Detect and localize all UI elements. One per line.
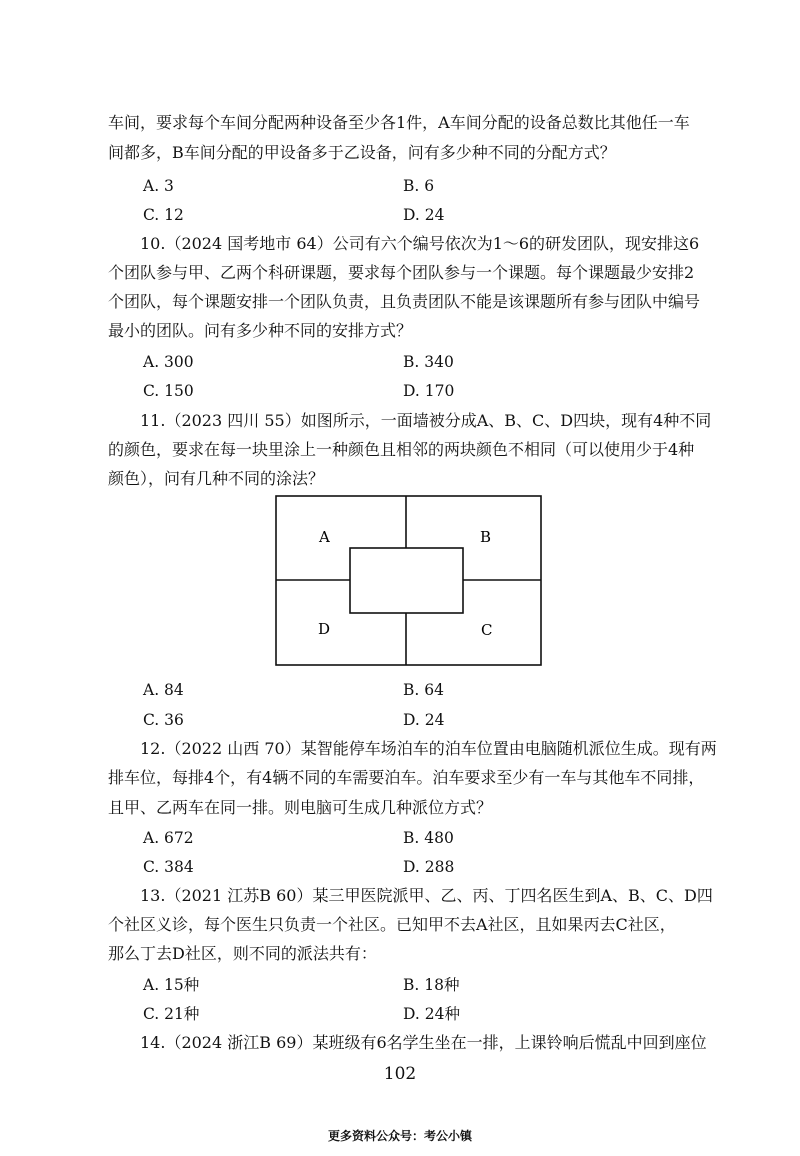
q12-option-d: D. 288 bbox=[403, 858, 455, 876]
q11-option-c: C. 36 bbox=[143, 711, 184, 729]
q13-line-2: 个社区义诊，每个医生只负责一个社区。已知甲不去A社区，且如果丙去C社区， bbox=[108, 915, 676, 934]
q11-line-2: 的颜色，要求在每一块里涂上一种颜色且相邻的两块颜色不相同（可以使用少于4种 bbox=[108, 440, 695, 459]
intro-option-a: A. 3 bbox=[143, 177, 174, 195]
region-label-b: B bbox=[480, 528, 492, 546]
q10-option-c: C. 150 bbox=[143, 382, 194, 400]
q11-line-1: 11.（2023 四川 55）如图所示，一面墙被分成A、B、C、D四块，现有4种不同 bbox=[140, 411, 712, 430]
q13-option-d: D. 24种 bbox=[403, 1005, 460, 1023]
intro-line-1: 车间，要求每个车间分配两种设备至少各1件，A车间分配的设备总数比其他任一车 bbox=[108, 113, 690, 132]
intro-line-2: 间都多，B车间分配的甲设备多于乙设备，问有多少种不同的分配方式？ bbox=[108, 143, 616, 162]
region-label-a: A bbox=[319, 528, 330, 546]
q11-option-b: B. 64 bbox=[403, 681, 444, 699]
q12-line-3: 且甲、乙两车在同一排。则电脑可生成几种派位方式？ bbox=[108, 798, 493, 817]
q13-line-1: 13.（2021 江苏B 60）某三甲医院派甲、乙、丙、丁四名医生到A、B、C、D四 bbox=[140, 886, 713, 905]
wall-diagram bbox=[275, 495, 545, 670]
intro-option-d: D. 24 bbox=[403, 206, 445, 224]
q12-option-c: C. 384 bbox=[143, 858, 194, 876]
q10-line-1: 10.（2024 国考地市 64）公司有六个编号依次为1～6的研发团队，现安排这6 bbox=[140, 234, 700, 253]
footer-watermark: 更多资料公众号：考公小镇 bbox=[327, 1129, 472, 1143]
q10-option-d: D. 170 bbox=[403, 382, 455, 400]
q13-option-b: B. 18种 bbox=[403, 976, 460, 994]
q10-line-4: 最小的团队。问有多少种不同的安排方式？ bbox=[108, 321, 413, 340]
wall-center-rectangle bbox=[350, 548, 463, 613]
intro-option-b: B. 6 bbox=[403, 177, 435, 195]
q12-line-2: 排车位，每排4个，有4辆不同的车需要泊车。泊车要求至少有一车与其他车不同排， bbox=[108, 768, 705, 787]
region-label-d: D bbox=[318, 620, 331, 638]
q13-line-3: 那么丁去D社区，则不同的派法共有： bbox=[108, 944, 377, 963]
q11-option-d: D. 24 bbox=[403, 711, 445, 729]
q12-option-a: A. 672 bbox=[143, 829, 194, 847]
q12-line-1: 12.（2022 山西 70）某智能停车场泊车的泊车位置由电脑随机派位生成。现有两 bbox=[140, 739, 717, 758]
q11-option-a: A. 84 bbox=[143, 681, 184, 699]
q10-option-a: A. 300 bbox=[143, 353, 194, 371]
q13-option-c: C. 21种 bbox=[143, 1005, 200, 1023]
page-number: 102 bbox=[383, 1064, 417, 1084]
q10-line-2: 个团队参与甲、乙两个科研课题，要求每个团队参与一个课题。每个课题最少安排2 bbox=[108, 263, 695, 282]
q12-option-b: B. 480 bbox=[403, 829, 454, 847]
intro-option-c: C. 12 bbox=[143, 206, 184, 224]
q10-line-3: 个团队，每个课题安排一个团队负责，且负责团队不能是该课题所有参与团队中编号 bbox=[108, 292, 701, 311]
q13-option-a: A. 15种 bbox=[143, 976, 200, 994]
region-label-c: C bbox=[481, 621, 493, 639]
q14-line-1: 14.（2024 浙江B 69）某班级有6名学生坐在一排，上课铃响后慌乱中回到座位 bbox=[140, 1033, 707, 1052]
q11-line-3: 颜色），问有几种不同的涂法？ bbox=[108, 469, 325, 488]
q10-option-b: B. 340 bbox=[403, 353, 454, 371]
